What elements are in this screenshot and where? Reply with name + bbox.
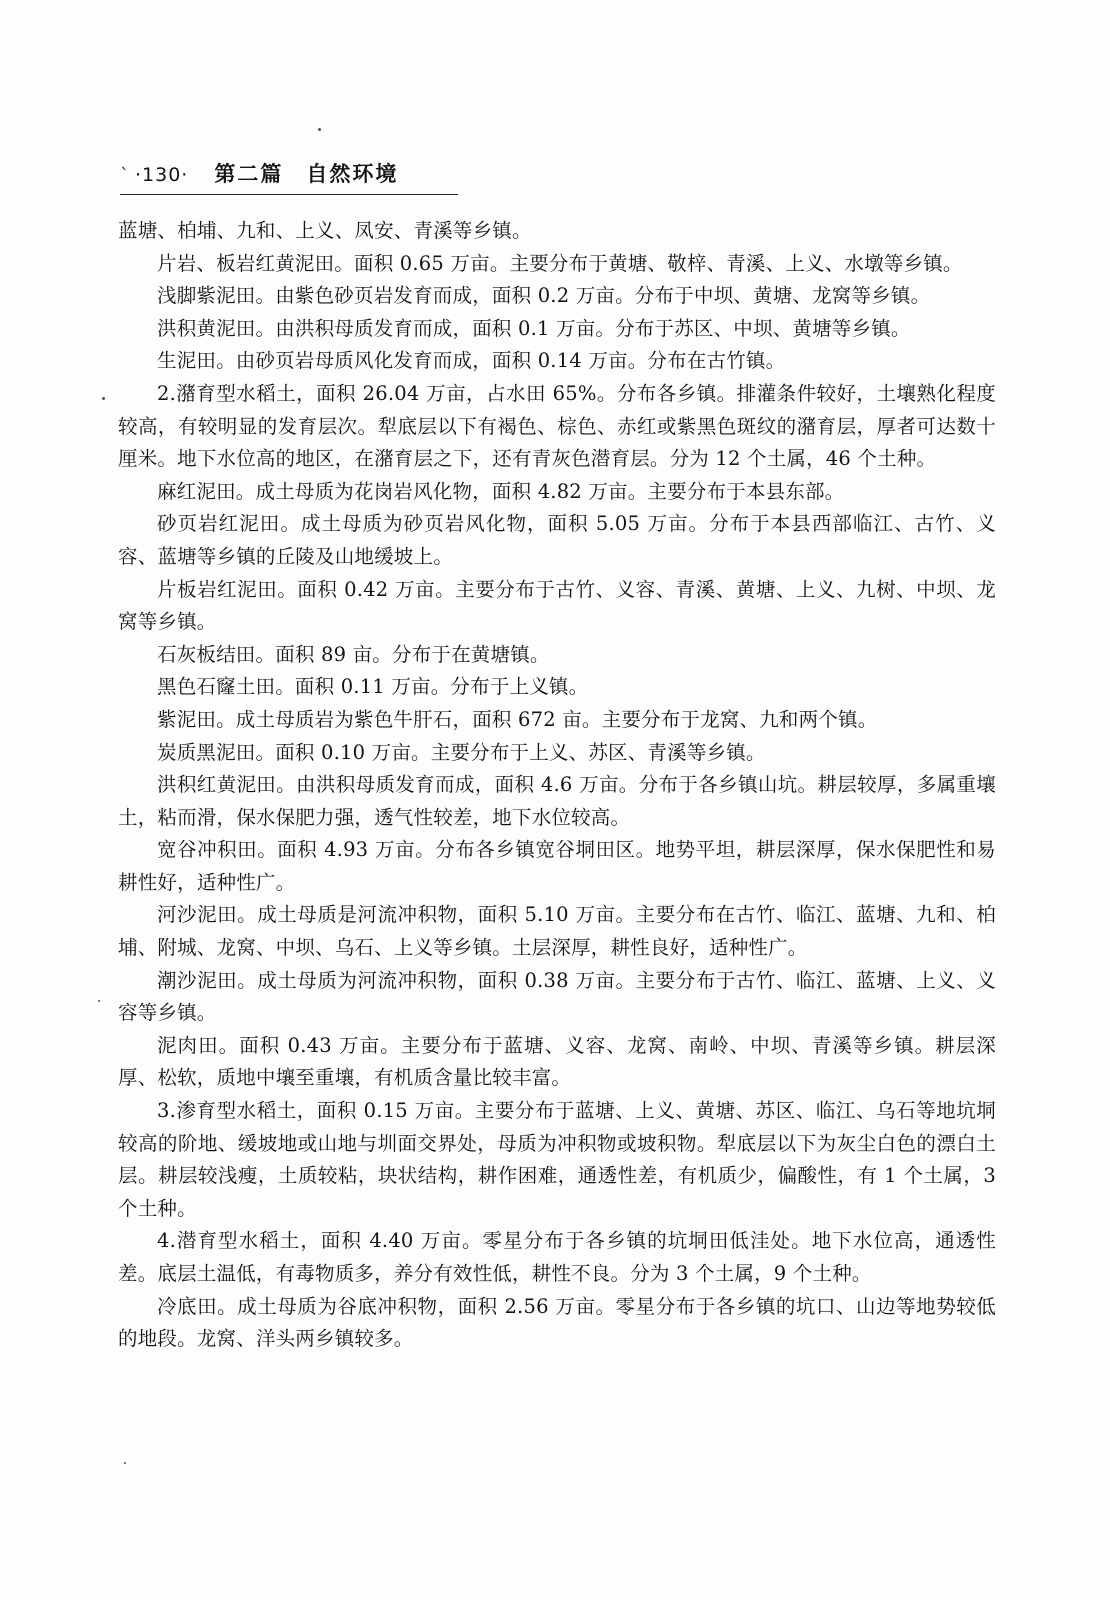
- scan-speck: [98, 1000, 100, 1002]
- page-number: ·130·: [135, 164, 189, 186]
- paragraph: 2.潴育型水稻土，面积 26.04 万亩，占水田 65%。分布各乡镇。排灌条件较好，土壤熟化程度较高，有较明显的发育层次。犁底层以下有褐色、棕色、赤红或紫黑色斑纹的潴育层，厚者可达数十厘米。地下水位高的地区，在潴育层之下，还有青灰色潜育层。分为 12 个土属，46 个土种。: [118, 381, 996, 471]
- running-header: [120, 158, 460, 190]
- header-mark: `: [120, 165, 129, 186]
- paragraph: 麻红泥田。成土母质为花岗岩风化物，面积 4.82 万亩。主要分布于本县东部。: [157, 479, 845, 503]
- paragraph: 4.潜育型水稻土，面积 4.40 万亩。零星分布于各乡镇的坑垌田低洼处。地下水位高，通透性差。底层土温低，有毒物质多，养分有效性低，耕性不良。分为 3 个土属，9 个土种。: [118, 1229, 996, 1285]
- paragraph: 泥肉田。面积 0.43 万亩。主要分布于蓝塘、义容、龙窝、南岭、中坝、青溪等乡镇。耕层深厚、松软，质地中壤至重壤，有机质含量比较丰富。: [118, 1033, 996, 1090]
- paragraph: 浅脚紫泥田。由紫色砂页岩发育而成，面积 0.2 万亩。分布于中坝、黄塘、龙窝等乡镇。: [157, 284, 931, 308]
- paragraph: 片岩、板岩红黄泥田。面积 0.65 万亩。主要分布于黄塘、敬梓、青溪、上义、水墩等乡镇。: [157, 251, 963, 275]
- scan-speck: [318, 128, 321, 131]
- header-rule: [120, 194, 458, 195]
- paragraph: 冷底田。成土母质为谷底冲积物，面积 2.56 万亩。零星分布于各乡镇的坑口、山边等地势较低的地段。龙窝、洋头两乡镇较多。: [118, 1294, 996, 1351]
- paragraph: 石灰板结田。面积 89 亩。分布于在黄塘镇。: [157, 642, 550, 666]
- paragraph: 蓝塘、柏埔、九和、上义、凤安、青溪等乡镇。: [118, 219, 532, 242]
- paragraph: 炭质黑泥田。面积 0.10 万亩。主要分布于上义、苏区、青溪等乡镇。: [157, 740, 766, 764]
- paragraph: 洪积红黄泥田。由洪积母质发育而成，面积 4.6 万亩。分布于各乡镇山坑。耕层较厚，多属重壤土，粘而滑，保水保肥力强，透气性较差，地下水位较高。: [118, 773, 996, 829]
- scan-speck: [124, 1462, 126, 1464]
- paragraph: 生泥田。由砂页岩母质风化发育而成，面积 0.14 万亩。分布在古竹镇。: [157, 349, 786, 373]
- paragraph: 河沙泥田。成土母质是河流冲积物，面积 5.10 万亩。主要分布在古竹、临江、蓝塘、九和、柏埔、附城、龙窝、中坝、乌石、上义等乡镇。土层深厚，耕性良好，适种性广。: [118, 903, 996, 960]
- section-title: 第二篇 自然环境: [214, 162, 399, 186]
- paragraph: 片板岩红泥田。面积 0.42 万亩。主要分布于古竹、义容、青溪、黄塘、上义、九树、中坝、龙窝等乡镇。: [118, 577, 996, 634]
- paragraph: 紫泥田。成土母质岩为紫色牛肝石，面积 672 亩。主要分布于龙窝、九和两个镇。: [157, 707, 878, 731]
- paragraph: 黑色石窿土田。面积 0.11 万亩。分布于上义镇。: [157, 675, 589, 699]
- scan-speck: [102, 397, 105, 400]
- paragraph: 潮沙泥田。成土母质为河流冲积物，面积 0.38 万亩。主要分布于古竹、临江、蓝塘、上义、义容等乡镇。: [118, 968, 996, 1025]
- body-text: [118, 215, 996, 1356]
- paragraph: 砂页岩红泥田。成土母质为砂页岩风化物，面积 5.05 万亩。分布于本县西部临江、古竹、义容、蓝塘等乡镇的丘陵及山地缓坡上。: [118, 512, 996, 568]
- paragraph: 3.渗育型水稻土，面积 0.15 万亩。主要分布于蓝塘、上义、黄塘、苏区、临江、乌石等地坑垌较高的阶地、缓坡地或山地与圳面交界处，母质为冲积物或坡积物。犁底层以下为灰尘白色的漂白土层。耕层较浅瘦，土质较粘，块状结构，耕作困难，通透性差，有机质少，偏酸性，有 1 个土属，3 个土种。: [118, 1099, 996, 1220]
- paragraph: 宽谷冲积田。面积 4.93 万亩。分布各乡镇宽谷垌田区。地势平坦，耕层深厚，保水保肥性和易耕性好，适种性广。: [118, 838, 996, 894]
- paragraph: 洪积黄泥田。由洪积母质发育而成，面积 0.1 万亩。分布于苏区、中坝、黄塘等乡镇。: [157, 316, 911, 340]
